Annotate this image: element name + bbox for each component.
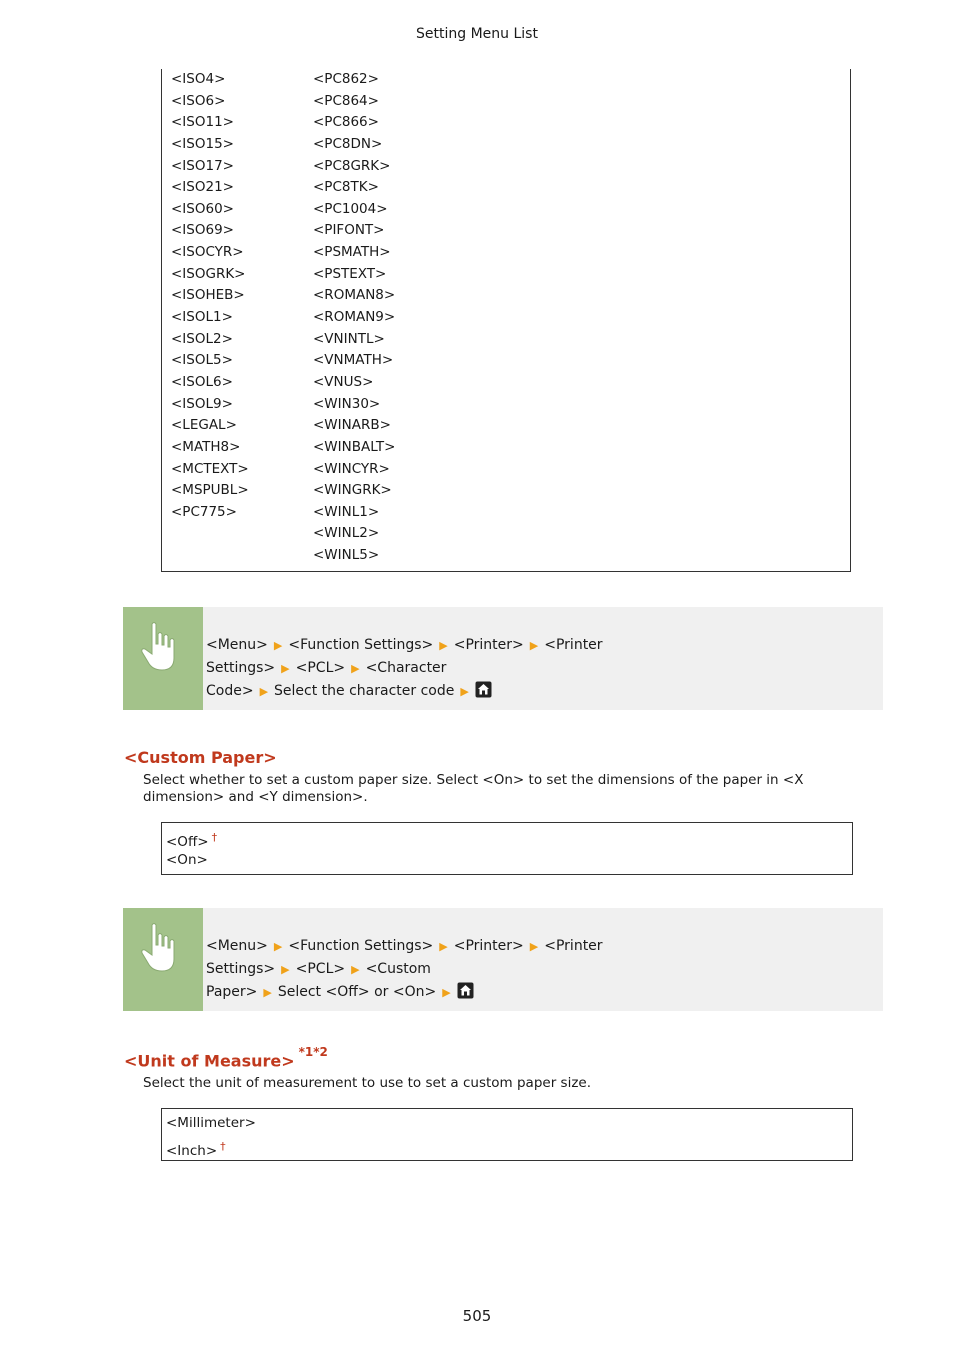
nav-path-character-code: [123, 607, 883, 710]
custom-paper-options: [161, 822, 853, 875]
code-item: <LEGAL>: [171, 417, 237, 434]
option-label: <Off>: [166, 834, 209, 850]
code-item: <ISO15>: [171, 135, 234, 152]
option-item: [166, 826, 848, 849]
nav-path-text: [206, 634, 826, 703]
unit-of-measure-options: [161, 1108, 853, 1161]
nav-step: <Printer>: [453, 938, 524, 954]
triangle-right-icon: ▶: [529, 940, 539, 953]
pointing-hand-icon: [140, 921, 184, 975]
character-code-table: [161, 69, 851, 572]
nav-step: <Printer>: [453, 637, 524, 653]
home-icon: [475, 681, 492, 698]
custom-paper-title: <Custom Paper>: [124, 748, 277, 767]
code-item: <ISOGRK>: [171, 265, 246, 282]
triangle-right-icon: ▶: [273, 639, 283, 652]
code-item: <WINBALT>: [313, 438, 396, 455]
nav-step: Paper>: [206, 984, 258, 1000]
nav-step: <PCL>: [295, 961, 346, 977]
option-label: <On>: [166, 852, 208, 868]
code-item: <ISO69>: [171, 222, 234, 239]
nav-step: <Custom: [365, 961, 431, 977]
nav-path-custom-paper: [123, 908, 883, 1011]
code-item: <PC862>: [313, 71, 379, 87]
custom-paper-description: Select whether to set a custom paper size. Select <On> to set the dimensions of the paper in <X dimension> and <Y dimension>.: [143, 772, 804, 805]
code-item: <ISO4>: [171, 71, 226, 87]
triangle-right-icon: ▶: [351, 662, 360, 675]
code-item: <ISOL9>: [171, 395, 233, 412]
triangle-right-icon: ▶: [273, 940, 283, 953]
nav-step: <Function Settings>: [288, 637, 434, 653]
nav-step: <Printer Settings>: [206, 938, 603, 977]
triangle-right-icon: ▶: [259, 685, 269, 698]
triangle-right-icon: ▶: [529, 639, 539, 652]
code-item: <MATH8>: [171, 438, 241, 455]
nav-step: Select <Off> or <On>: [277, 984, 437, 1000]
code-item: <VNMATH>: [313, 352, 394, 369]
code-column-1: [171, 69, 249, 523]
code-item: <WINCYR>: [313, 460, 390, 477]
code-item: <ISOL5>: [171, 352, 233, 369]
nav-step: Code>: [206, 683, 254, 699]
triangle-right-icon: ▶: [351, 963, 360, 976]
code-item: <ISO60>: [171, 200, 234, 217]
home-icon: [457, 982, 474, 999]
code-item: <VNUS>: [313, 373, 374, 390]
triangle-right-icon: ▶: [281, 963, 290, 976]
code-item: <PC775>: [171, 503, 237, 520]
code-item: <PC8DN>: [313, 135, 383, 152]
code-item: <WIN30>: [313, 395, 381, 412]
triangle-right-icon: ▶: [439, 639, 448, 652]
code-item: <PC864>: [313, 92, 379, 109]
code-item: <WINARB>: [313, 417, 391, 434]
code-item: <PC866>: [313, 114, 379, 131]
footnote-marker: *1*2: [298, 1045, 328, 1059]
code-item: <ISO11>: [171, 114, 234, 131]
nav-step: <PCL>: [295, 660, 346, 676]
code-item: <WINL1>: [313, 503, 380, 520]
nav-step: Select the character code: [274, 683, 455, 699]
nav-step: <Function Settings>: [288, 938, 434, 954]
pointing-hand-icon: [140, 620, 184, 674]
page-header: Setting Menu List: [416, 26, 538, 42]
code-item: <WINL2>: [313, 525, 380, 542]
code-item: <WINL5>: [313, 547, 380, 564]
nav-step: <Character: [365, 660, 447, 676]
option-item: [166, 849, 848, 872]
triangle-right-icon: ▶: [442, 986, 451, 999]
code-item: <ISOL2>: [171, 330, 233, 347]
nav-step: <Menu>: [206, 938, 268, 954]
unit-of-measure-title: [124, 1045, 328, 1071]
code-item: <VNINTL>: [313, 330, 385, 347]
code-item: <PC8GRK>: [313, 157, 391, 174]
code-item: <PSMATH>: [313, 244, 391, 261]
code-item: <ROMAN8>: [313, 287, 396, 304]
code-item: <ISO6>: [171, 92, 226, 109]
triangle-right-icon: ▶: [460, 685, 469, 698]
triangle-right-icon: ▶: [281, 662, 290, 675]
code-item: <ISO17>: [171, 157, 234, 174]
unit-of-measure-title-text: <Unit of Measure>: [124, 1051, 295, 1071]
page-number: 505: [462, 1307, 492, 1325]
unit-of-measure-description: Select the unit of measurement to use to set a custom paper size.: [143, 1075, 592, 1091]
nav-path-text: [206, 935, 826, 1004]
code-item: <ROMAN9>: [313, 309, 396, 326]
nav-step: <Printer Settings>: [206, 637, 603, 676]
option-item: [166, 1135, 848, 1158]
option-label: <Inch>: [166, 1143, 218, 1159]
hand-cell: [123, 607, 203, 710]
hand-cell: [123, 908, 203, 1011]
default-marker: †: [220, 1140, 226, 1153]
code-item: <MCTEXT>: [171, 460, 249, 477]
code-item: <PC1004>: [313, 200, 388, 217]
code-item: <MSPUBL>: [171, 482, 249, 499]
default-marker: †: [211, 831, 218, 844]
triangle-right-icon: ▶: [439, 940, 448, 953]
code-item: <ISOHEB>: [171, 287, 245, 304]
code-item: <ISOCYR>: [171, 244, 244, 261]
triangle-right-icon: ▶: [263, 986, 272, 999]
nav-step: <Menu>: [206, 637, 268, 653]
option-item: [166, 1112, 848, 1135]
code-item: <PIFONT>: [313, 222, 385, 239]
code-item: <ISOL1>: [171, 309, 233, 326]
code-column-2: [313, 69, 395, 567]
code-item: <WINGRK>: [313, 482, 392, 499]
code-item: <PC8TK>: [313, 179, 379, 196]
code-item: <PSTEXT>: [313, 265, 387, 282]
code-item: <ISO21>: [171, 179, 234, 196]
option-label: <Millimeter>: [166, 1115, 256, 1131]
code-item: <ISOL6>: [171, 373, 233, 390]
